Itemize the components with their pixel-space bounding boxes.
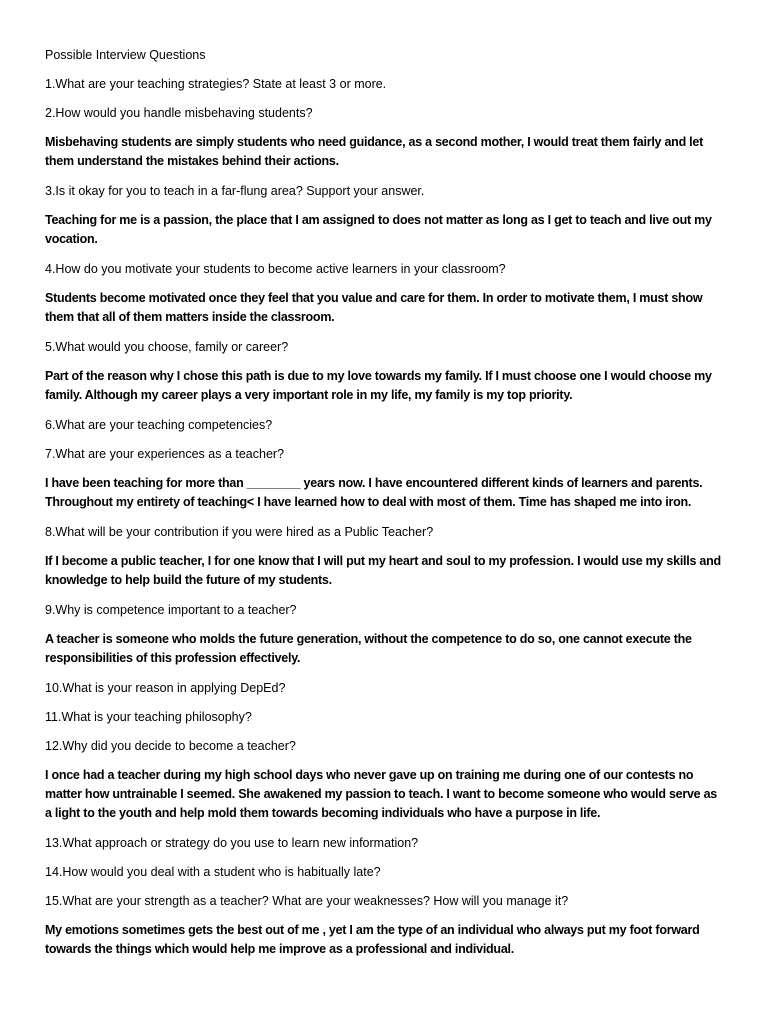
- document-page: [45, 46, 725, 970]
- question-4: 4.How do you motivate your students to become active learners in your classroom?: [45, 262, 506, 276]
- question-3: 3.Is it okay for you to teach in a far-flung area? Support your answer.: [45, 184, 425, 198]
- question-10: 10.What is your reason in applying DepEd?: [45, 681, 286, 695]
- answer-2: Misbehaving students are simply students who need guidance, as a second mother, I would treat them fairly and let them understand the mistakes behind their actions.: [45, 135, 704, 168]
- question-8: 8.What will be your contribution if you were hired as a Public Teacher?: [45, 525, 434, 539]
- question-7: 7.What are your experiences as a teacher?: [45, 447, 285, 461]
- question-12: 12.Why did you decide to become a teacher?: [45, 739, 296, 753]
- answer-15: My emotions sometimes gets the best out of me , yet I am the type of an individual who always put my foot forward towards the things which would help me improve as a professional and individual.: [45, 923, 700, 956]
- answer-4: Students become motivated once they feel that you value and care for them. In order to motivate them, I must show them that all of them matters inside the classroom.: [45, 291, 703, 324]
- question-15: 15.What are your strength as a teacher? What are your weaknesses? How will you manage it?: [45, 894, 569, 908]
- question-2: 2.How would you handle misbehaving students?: [45, 106, 313, 120]
- answer-9: A teacher is someone who molds the future generation, without the competence to do so, one cannot execute the responsibilities of this profession effectively.: [45, 632, 692, 665]
- question-6: 6.What are your teaching competencies?: [45, 418, 273, 432]
- question-1: 1.What are your teaching strategies? State at least 3 or more.: [45, 77, 387, 91]
- answer-5: Part of the reason why I chose this path is due to my love towards my family. If I must choose one I would choose my family. Although my career plays a very important role in my life, my family is my top priority.: [45, 369, 712, 402]
- question-5: 5.What would you choose, family or career?: [45, 340, 289, 354]
- answer-7: I have been teaching for more than ________ years now. I have encountered different kinds of learners and parents. Throughout my entirety of teaching< I have learned how to deal with most of them. Time has shaped me into iron.: [45, 476, 703, 509]
- question-13: 13.What approach or strategy do you use to learn new information?: [45, 836, 419, 850]
- answer-3: Teaching for me is a passion, the place that I am assigned to does not matter as long as I get to teach and live out my vocation.: [45, 213, 712, 246]
- answer-12: I once had a teacher during my high school days who never gave up on training me during one of our contests no matter how untrainable I seemed. She awakened my passion to teach. I want to become someone who would serve as a light to the youth and help mold them towards becoming individuals who have a purpose in life.: [45, 768, 717, 820]
- answer-8: If I become a public teacher, I for one know that I will put my heart and soul to my profession. I would use my skills and knowledge to help build the future of my students.: [45, 554, 721, 587]
- question-11: 11.What is your teaching philosophy?: [45, 710, 252, 724]
- question-14: 14.How would you deal with a student who is habitually late?: [45, 865, 381, 879]
- document-title: Possible Interview Questions: [45, 48, 206, 62]
- question-9: 9.Why is competence important to a teacher?: [45, 603, 297, 617]
